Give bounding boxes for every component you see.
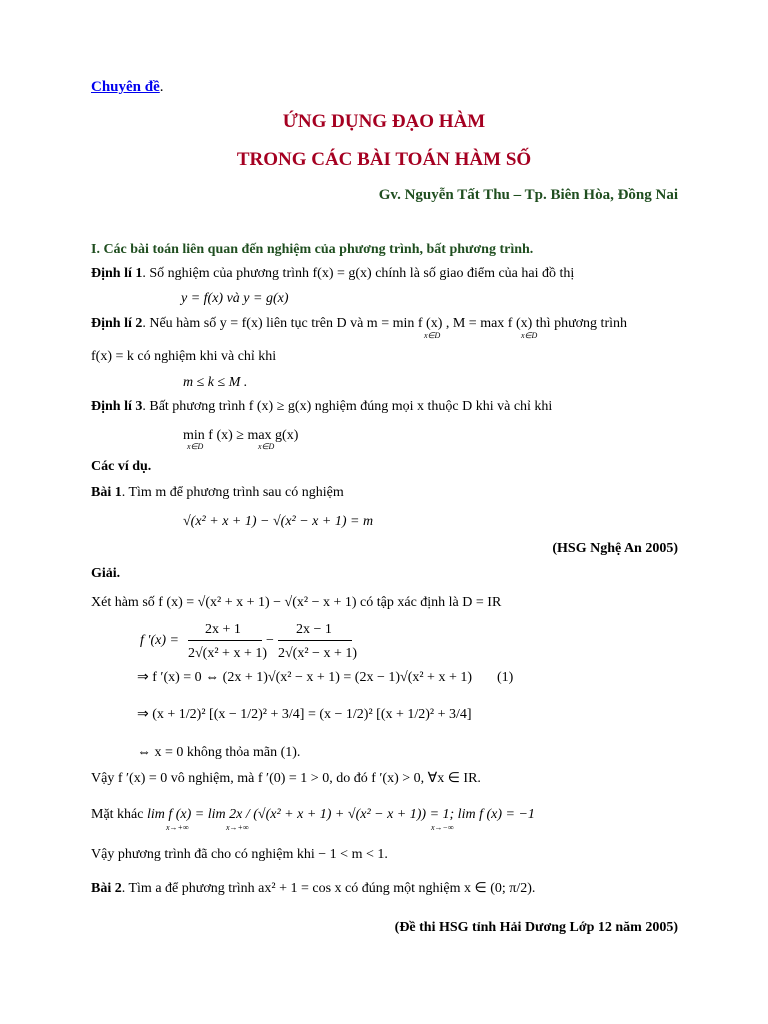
theorem-3-sub-a: x∈D xyxy=(187,442,204,451)
solution-step-6: Vậy f ′(x) = 0 vô nghiệm, mà f ′(0) = 1 > 0, do đó f ′(x) > 0, ∀x ∈ IR. xyxy=(91,771,481,786)
solution-step-4: ⇒ (x + 1/2)² [(x − 1/2)² + 3/4] = (x − 1/2)² [(x + 1/2)² + 3/4] xyxy=(137,707,472,722)
theorem-1-label: Định lí 1 xyxy=(91,266,143,281)
derivative-minus: − xyxy=(266,633,274,648)
problem-1 xyxy=(91,484,344,502)
derivative-num-2: 2x − 1 xyxy=(296,622,332,637)
problem-2-text: . Tìm a để phương trình ax² + 1 = cos x có đúng một nghiệm x ∈ (0; π/2). xyxy=(121,881,536,896)
problem-1-label: Bài 1 xyxy=(91,485,122,500)
examples-heading: Các ví dụ. xyxy=(91,459,152,474)
step-7-body: lim f (x) = lim 2x / (√(x² + x + 1) + √(x² − x + 1)) = 1; lim f (x) = −1 xyxy=(146,807,535,822)
theorem-1 xyxy=(91,265,574,283)
theorem-2-sub-a: x∈D xyxy=(424,331,441,340)
step-7-sub-1: x→+∞ xyxy=(166,823,189,832)
derivative-lhs: f ′(x) = xyxy=(140,633,179,648)
derivative-num-1: 2x + 1 xyxy=(205,622,241,637)
title-line-2: TRONG CÁC BÀI TOÁN HÀM SỐ xyxy=(236,149,532,170)
problem-2-label: Bài 2 xyxy=(91,881,122,896)
theorem-3-sub-b: x∈D xyxy=(258,442,275,451)
topic-link[interactable]: Chuyên đề xyxy=(91,79,160,95)
topic-line xyxy=(91,77,164,97)
theorem-2 xyxy=(91,315,627,333)
step-7-sub-2: x→+∞ xyxy=(226,823,249,832)
author-line: Gv. Nguyễn Tất Thu – Tp. Biên Hòa, Đồng Nai xyxy=(378,187,678,203)
solution-step-5: ⇔ x = 0 không thỏa mãn (1). xyxy=(137,745,301,760)
theorem-2-formula: m ≤ k ≤ M . xyxy=(183,375,248,390)
title-line-1: ỨNG DỤNG ĐẠO HÀM xyxy=(282,111,486,132)
solution-step-3: ⇒ f ′(x) = 0 ⇔ (2x + 1)√(x² − x + 1) = (2x − 1)√(x² + x + 1) xyxy=(137,670,473,685)
theorem-3-formula: min f (x) ≥ max g(x) xyxy=(183,428,299,443)
topic-punct: . xyxy=(159,79,164,95)
theorem-3-label: Định lí 3 xyxy=(91,399,143,414)
derivative-den-1: 2√(x² + x + 1) xyxy=(188,646,267,661)
step-7-sub-3: x→−∞ xyxy=(431,823,454,832)
theorem-3-text: . Bất phương trình f (x) ≥ g(x) nghiệm đúng mọi x thuộc D khi và chỉ khi xyxy=(142,399,553,414)
derivative-den-2: 2√(x² − x + 1) xyxy=(278,646,357,661)
solution-step-7 xyxy=(91,806,535,824)
theorem-1-text: . Số nghiệm của phương trình f(x) = g(x) chính là số giao điểm của hai đồ thị xyxy=(142,266,575,281)
solution-step-1: Xét hàm số f (x) = √(x² + x + 1) − √(x² − x + 1) có tập xác định là D = IR xyxy=(91,595,502,610)
problem-2 xyxy=(91,880,535,898)
fraction-bar-1 xyxy=(188,640,262,641)
fraction-bar-2 xyxy=(278,640,352,641)
theorem-2-label: Định lí 2 xyxy=(91,316,143,331)
theorem-1-formula: y = f(x) và y = g(x) xyxy=(181,291,289,306)
solution-label: Giải. xyxy=(91,566,121,581)
solution-conclusion: Vậy phương trình đã cho có nghiệm khi − 1 < m < 1. xyxy=(91,847,388,862)
problem-1-equation: √(x² + x + 1) − √(x² − x + 1) = m xyxy=(183,514,374,529)
step-7-prefix: Mặt khác xyxy=(91,807,144,822)
theorem-3 xyxy=(91,398,552,416)
section-heading: I. Các bài toán liên quan đến nghiệm của phương trình, bất phương trình. xyxy=(91,242,534,257)
problem-2-source: (Đề thi HSG tỉnh Hải Dương Lớp 12 năm 2005) xyxy=(394,920,678,935)
theorem-2-sub-b: x∈D xyxy=(521,331,538,340)
theorem-2-text-b: f(x) = k có nghiệm khi và chỉ khi xyxy=(91,349,277,364)
theorem-2-text: . Nếu hàm số y = f(x) liên tục trên D và m = min f (x) , M = max f (x) thì phương trình xyxy=(142,316,627,331)
problem-1-text: . Tìm m để phương trình sau có nghiệm xyxy=(121,485,344,500)
solution-step-3-tag: (1) xyxy=(497,670,514,685)
problem-1-source: (HSG Nghệ An 2005) xyxy=(552,541,678,556)
